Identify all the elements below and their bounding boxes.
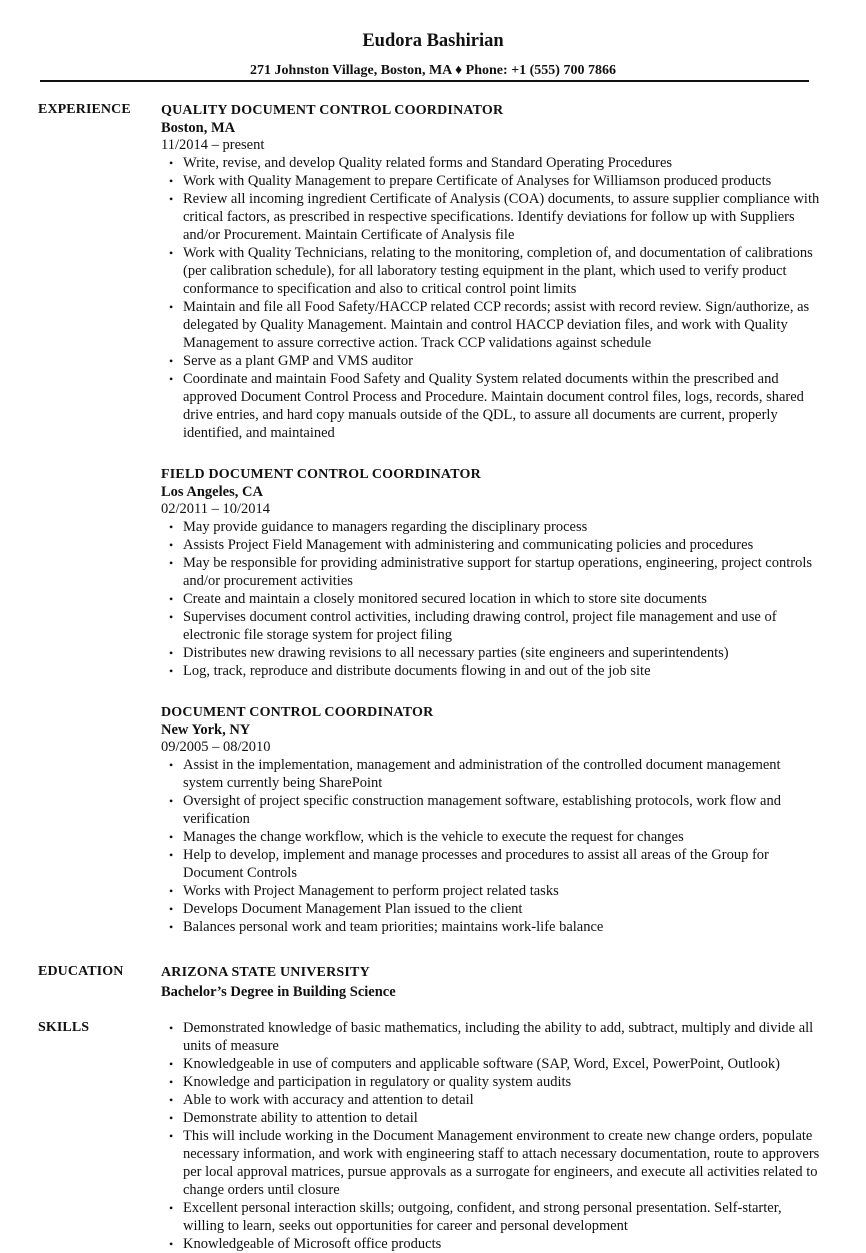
job-bullet-list <box>161 518 821 680</box>
list-item: • Demonstrate ability to attention to detail <box>169 1110 418 1126</box>
bullet-icon: • <box>169 300 174 314</box>
list-item: • Review all incoming ingredient Certificate of Analysis (COA) documents, to assure supplier compliance with critical factors, as prescribed in respective specifications. Identify deviations for follow up with Suppliers and/or Procurement. Maintain Certificate of Analysis file <box>169 191 820 243</box>
bullet-icon: • <box>169 538 174 552</box>
list-item: • Able to work with accuracy and attention to detail <box>169 1092 474 1108</box>
job-entry <box>161 102 821 442</box>
bullet-icon: • <box>169 1093 174 1107</box>
bullet-icon: • <box>169 1201 174 1215</box>
list-item: • Work with Quality Management to prepare Certificate of Analyses for Williamson produced products <box>169 173 772 189</box>
bullet-icon: • <box>169 920 174 934</box>
bullet-icon: • <box>169 556 174 570</box>
bullet-icon: • <box>169 174 174 188</box>
list-item: • Log, track, reproduce and distribute documents flowing in and out of the job site <box>169 663 651 679</box>
skills-list <box>161 1019 821 1253</box>
list-item: • Work with Quality Technicians, relating to the monitoring, completion of, and documentation of calibrations (per calibration schedule), for all laboratory testing equipment in the plant, which used to verify product conformance to specification and also to critical control point limits <box>169 245 813 297</box>
bullet-icon: • <box>169 664 174 678</box>
job-dates: 02/2011 – 10/2014 <box>161 501 271 517</box>
candidate-name: Eudora Bashirian <box>362 31 504 51</box>
list-item: • Maintain and file all Food Safety/HACCP related CCP records; assist with record review. Sign/authorize, as delegated by Quality Management. Maintain and control HACCP deviation files, and work with Quality Management to assure corrective action. Track CCP validations against schedule <box>169 299 810 351</box>
list-item: • Help to develop, implement and manage processes and procedures to assist all areas of the Group for Document Controls <box>169 847 769 881</box>
bullet-icon: • <box>169 592 174 606</box>
bullet-icon: • <box>169 354 174 368</box>
bullet-icon: • <box>169 1129 174 1143</box>
job-entry <box>161 704 821 936</box>
job-location: Boston, MA <box>161 120 236 136</box>
list-item: • Develops Document Management Plan issued to the client <box>169 901 523 917</box>
job-title: QUALITY DOCUMENT CONTROL COORDINATOR <box>161 103 504 118</box>
list-item: • May provide guidance to managers regarding the disciplinary process <box>169 519 588 535</box>
bullet-icon: • <box>169 1111 174 1125</box>
list-item: • Oversight of project specific construction management software, establishing protocols, work flow and verification <box>169 793 781 827</box>
bullet-icon: • <box>169 1057 174 1071</box>
bullet-icon: • <box>169 1021 174 1035</box>
bullet-icon: • <box>169 372 174 386</box>
education-heading: EDUCATION <box>38 964 124 979</box>
degree-name: Bachelor’s Degree in Building Science <box>161 984 396 1000</box>
job-bullet-list <box>161 756 821 936</box>
bullet-icon: • <box>169 794 174 808</box>
list-item: • Coordinate and maintain Food Safety and Quality System related documents within the prescribed and approved Document Control Process and Procedure. Maintain document control files, logs, records, shared drive entries, and hard copy manuals outside of the QDL, to assure all documents are current, properly identified, and maintained <box>169 371 804 441</box>
skills-entry <box>161 1019 821 1253</box>
job-entry <box>161 466 821 680</box>
bullet-icon: • <box>169 156 174 170</box>
list-item: • Serve as a plant GMP and VMS auditor <box>169 353 413 369</box>
list-item: • Knowledgeable in use of computers and applicable software (SAP, Word, Excel, PowerPoint, Outlook) <box>169 1056 780 1072</box>
job-title: DOCUMENT CONTROL COORDINATOR <box>161 705 434 720</box>
bullet-icon: • <box>169 848 174 862</box>
job-location: Los Angeles, CA <box>161 484 263 500</box>
bullet-icon: • <box>169 902 174 916</box>
list-item: • May be responsible for providing administrative support for startup operations, engineering, project controls and/or procurement activities <box>169 555 812 589</box>
list-item: • Excellent personal interaction skills; outgoing, confident, and strong personal presentation. Self-starter, willing to learn, seeks out opportunities for career and personal development <box>169 1200 782 1234</box>
bullet-icon: • <box>169 830 174 844</box>
list-item: • Write, revise, and develop Quality related forms and Standard Operating Procedures <box>169 155 673 171</box>
bullet-icon: • <box>169 192 174 206</box>
skills-heading: SKILLS <box>38 1020 90 1035</box>
bullet-icon: • <box>169 646 174 660</box>
list-item: • Demonstrated knowledge of basic mathematics, including the ability to add, subtract, multiply and divide all units of measure <box>169 1020 814 1054</box>
bullet-icon: • <box>169 1237 174 1251</box>
bullet-icon: • <box>169 884 174 898</box>
list-item: • Knowledgeable of Microsoft office products <box>169 1236 442 1252</box>
education-entry <box>161 964 821 1002</box>
bullet-icon: • <box>169 610 174 624</box>
list-item: • Balances personal work and team priorities; maintains work-life balance <box>169 919 604 935</box>
school-name: ARIZONA STATE UNIVERSITY <box>161 965 370 980</box>
bullet-icon: • <box>169 246 174 260</box>
list-item: • Knowledge and participation in regulatory or quality system audits <box>169 1074 572 1090</box>
list-item: • Create and maintain a closely monitored secured location in which to store site documents <box>169 591 707 607</box>
list-item: • Assist in the implementation, management and administration of the controlled document management system currently being SharePoint <box>169 757 781 791</box>
contact-line: 271 Johnston Village, Boston, MA ♦ Phone: +1 (555) 700 7866 <box>250 63 616 78</box>
header-divider <box>40 80 809 82</box>
list-item: • This will include working in the Document Management environment to create new change orders, populate necessary information, and work with engineering staff to attach necessary documentation, route to approvers per local approval matrices, pursue approvals as a surrogate for engineers, and execute all activities related to change orders until closure <box>169 1128 820 1198</box>
list-item: • Works with Project Management to perform project related tasks <box>169 883 559 899</box>
job-dates: 09/2005 – 08/2010 <box>161 739 271 755</box>
bullet-icon: • <box>169 520 174 534</box>
list-item: • Supervises document control activities, including drawing control, project file management and use of electronic file storage system for project filing <box>169 609 777 643</box>
experience-heading: EXPERIENCE <box>38 102 131 117</box>
bullet-icon: • <box>169 758 174 772</box>
job-bullet-list <box>161 154 821 442</box>
job-title: FIELD DOCUMENT CONTROL COORDINATOR <box>161 467 481 482</box>
list-item: • Manages the change workflow, which is the vehicle to execute the request for changes <box>169 829 684 845</box>
list-item: • Assists Project Field Management with administering and communicating policies and procedures <box>169 537 754 553</box>
list-item: • Distributes new drawing revisions to all necessary parties (site engineers and superintendents) <box>169 645 729 661</box>
job-location: New York, NY <box>161 722 251 738</box>
job-dates: 11/2014 – present <box>161 137 265 153</box>
bullet-icon: • <box>169 1075 174 1089</box>
